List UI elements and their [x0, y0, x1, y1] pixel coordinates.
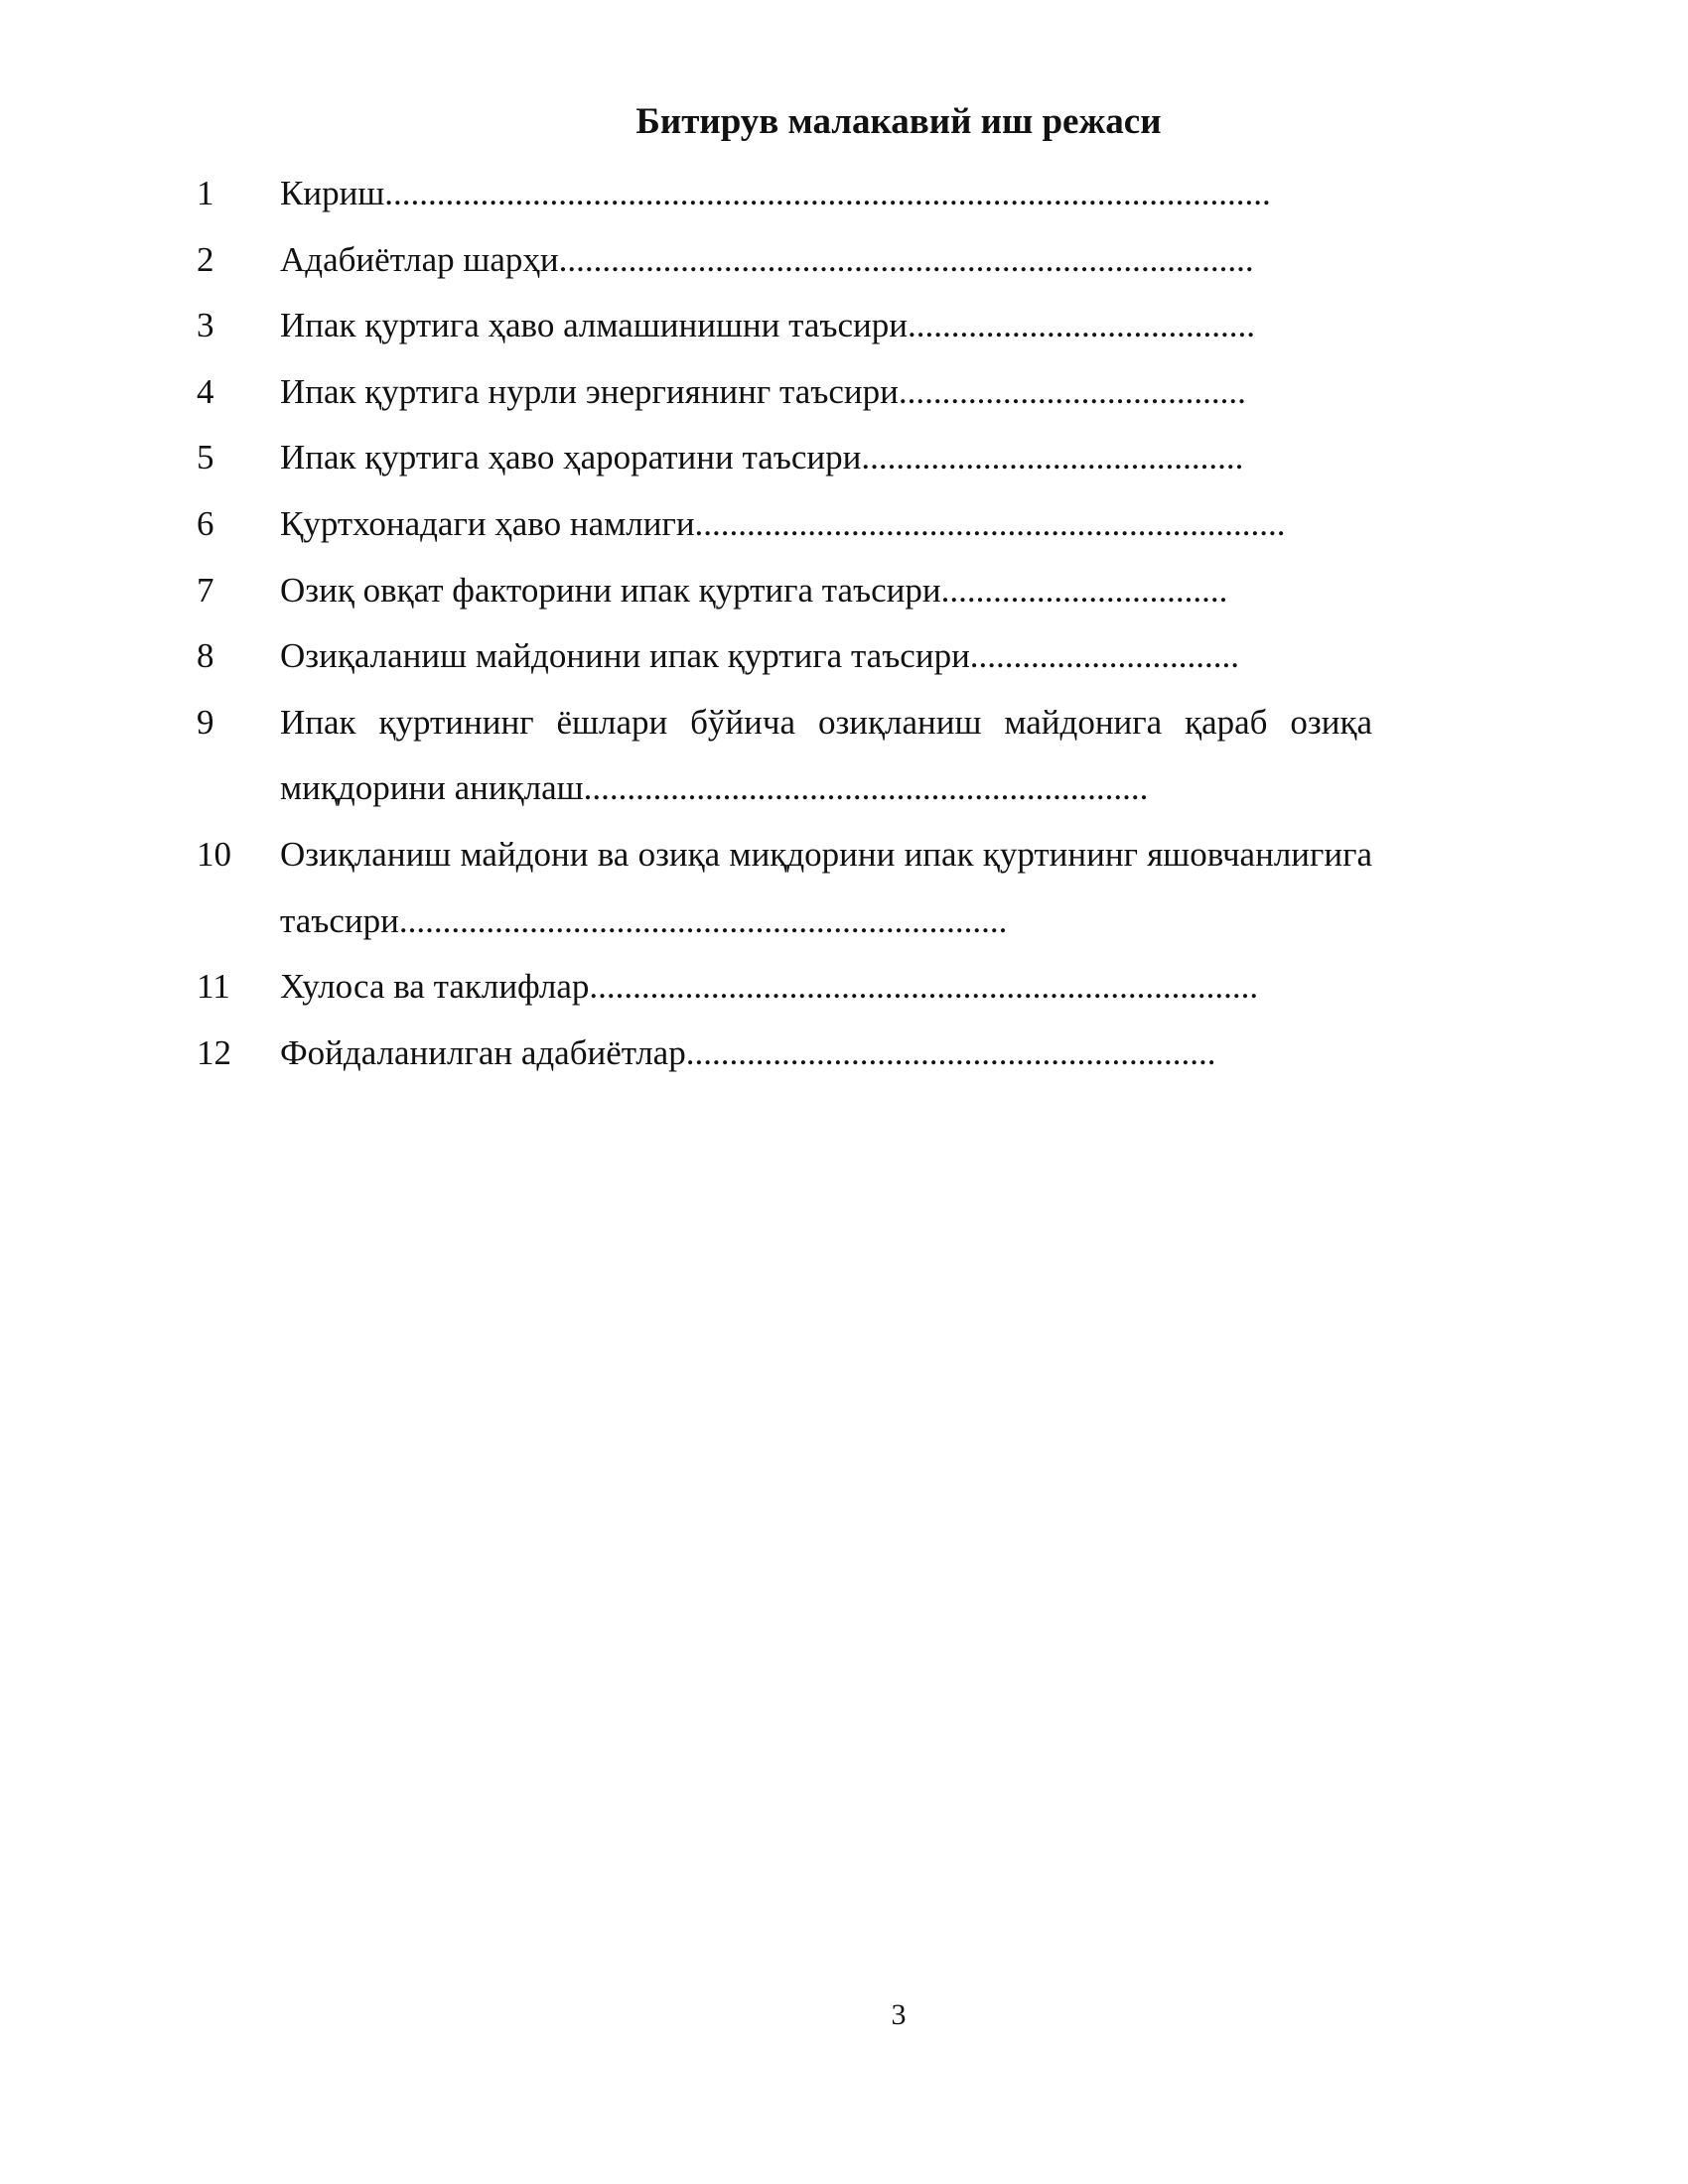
toc-item-text: Ипак қуртига нурли энергиянинг таъсири........................................ [280, 371, 1246, 411]
toc-item [197, 1021, 1372, 1087]
toc-item [197, 690, 1381, 822]
toc-item-text: Кириш...................................................................................................... [280, 174, 1271, 212]
toc-item [197, 558, 1372, 624]
toc-item-number: 11 [197, 967, 230, 1007]
toc-item [197, 161, 1372, 227]
toc-item-number: 2 [197, 239, 214, 279]
table-of-contents [197, 161, 1381, 1086]
toc-item-number: 3 [197, 306, 214, 345]
toc-item [197, 623, 1372, 690]
toc-item-number: 10 [197, 834, 231, 874]
toc-item [197, 425, 1372, 491]
toc-item-text: Озиқаланиш майдонини ипак қуртига таъсири............................... [280, 636, 1240, 676]
toc-item-text: Ипак қуртига ҳаво ҳароратини таъсири............................................ [280, 438, 1244, 478]
toc-item [197, 491, 1372, 558]
toc-item-text: Ипак қуртининг ёшлари бўйича озиқланиш майдонига қараб озиқа миқдорини аниқлаш................................................................. [280, 702, 1381, 808]
toc-item [197, 359, 1372, 426]
toc-item-text: Қуртхонадаги ҳаво намлиги.................................................................... [280, 503, 1286, 543]
toc-item-number: 6 [197, 503, 214, 543]
toc-item-text: Фойдаланилган адабиётлар............................................................. [280, 1032, 1216, 1072]
toc-item-text: Ипак қуртига ҳаво алмашинишни таъсири........................................ [280, 306, 1255, 345]
toc-item-text: Озиқ овқат факторини ипак қуртига таъсири................................. [280, 570, 1228, 610]
toc-item [197, 954, 1372, 1021]
toc-item-text: Озиқланиш майдони ва озиқа миқдорини ипак қуртининг яшовчанлигига таъсири...................................................................... [280, 834, 1381, 940]
toc-item-text: Адабиётлар шарҳи................................................................................ [280, 239, 1254, 279]
toc-item [197, 822, 1381, 954]
toc-item-number: 8 [197, 636, 214, 676]
toc-item [197, 227, 1372, 294]
toc-item-number: 1 [197, 174, 214, 212]
toc-item [197, 293, 1372, 359]
toc-item-number: 12 [197, 1032, 231, 1072]
toc-item-number: 5 [197, 438, 214, 478]
toc-item-number: 4 [197, 371, 214, 411]
toc-item-number: 7 [197, 570, 214, 610]
toc-item-number: 9 [197, 702, 214, 742]
page-title: Битирув малакавий иш режаси [635, 101, 1162, 142]
toc-item-text: Хулоса ва таклифлар............................................................................. [280, 967, 1259, 1007]
page-number: 3 [891, 1998, 907, 2031]
